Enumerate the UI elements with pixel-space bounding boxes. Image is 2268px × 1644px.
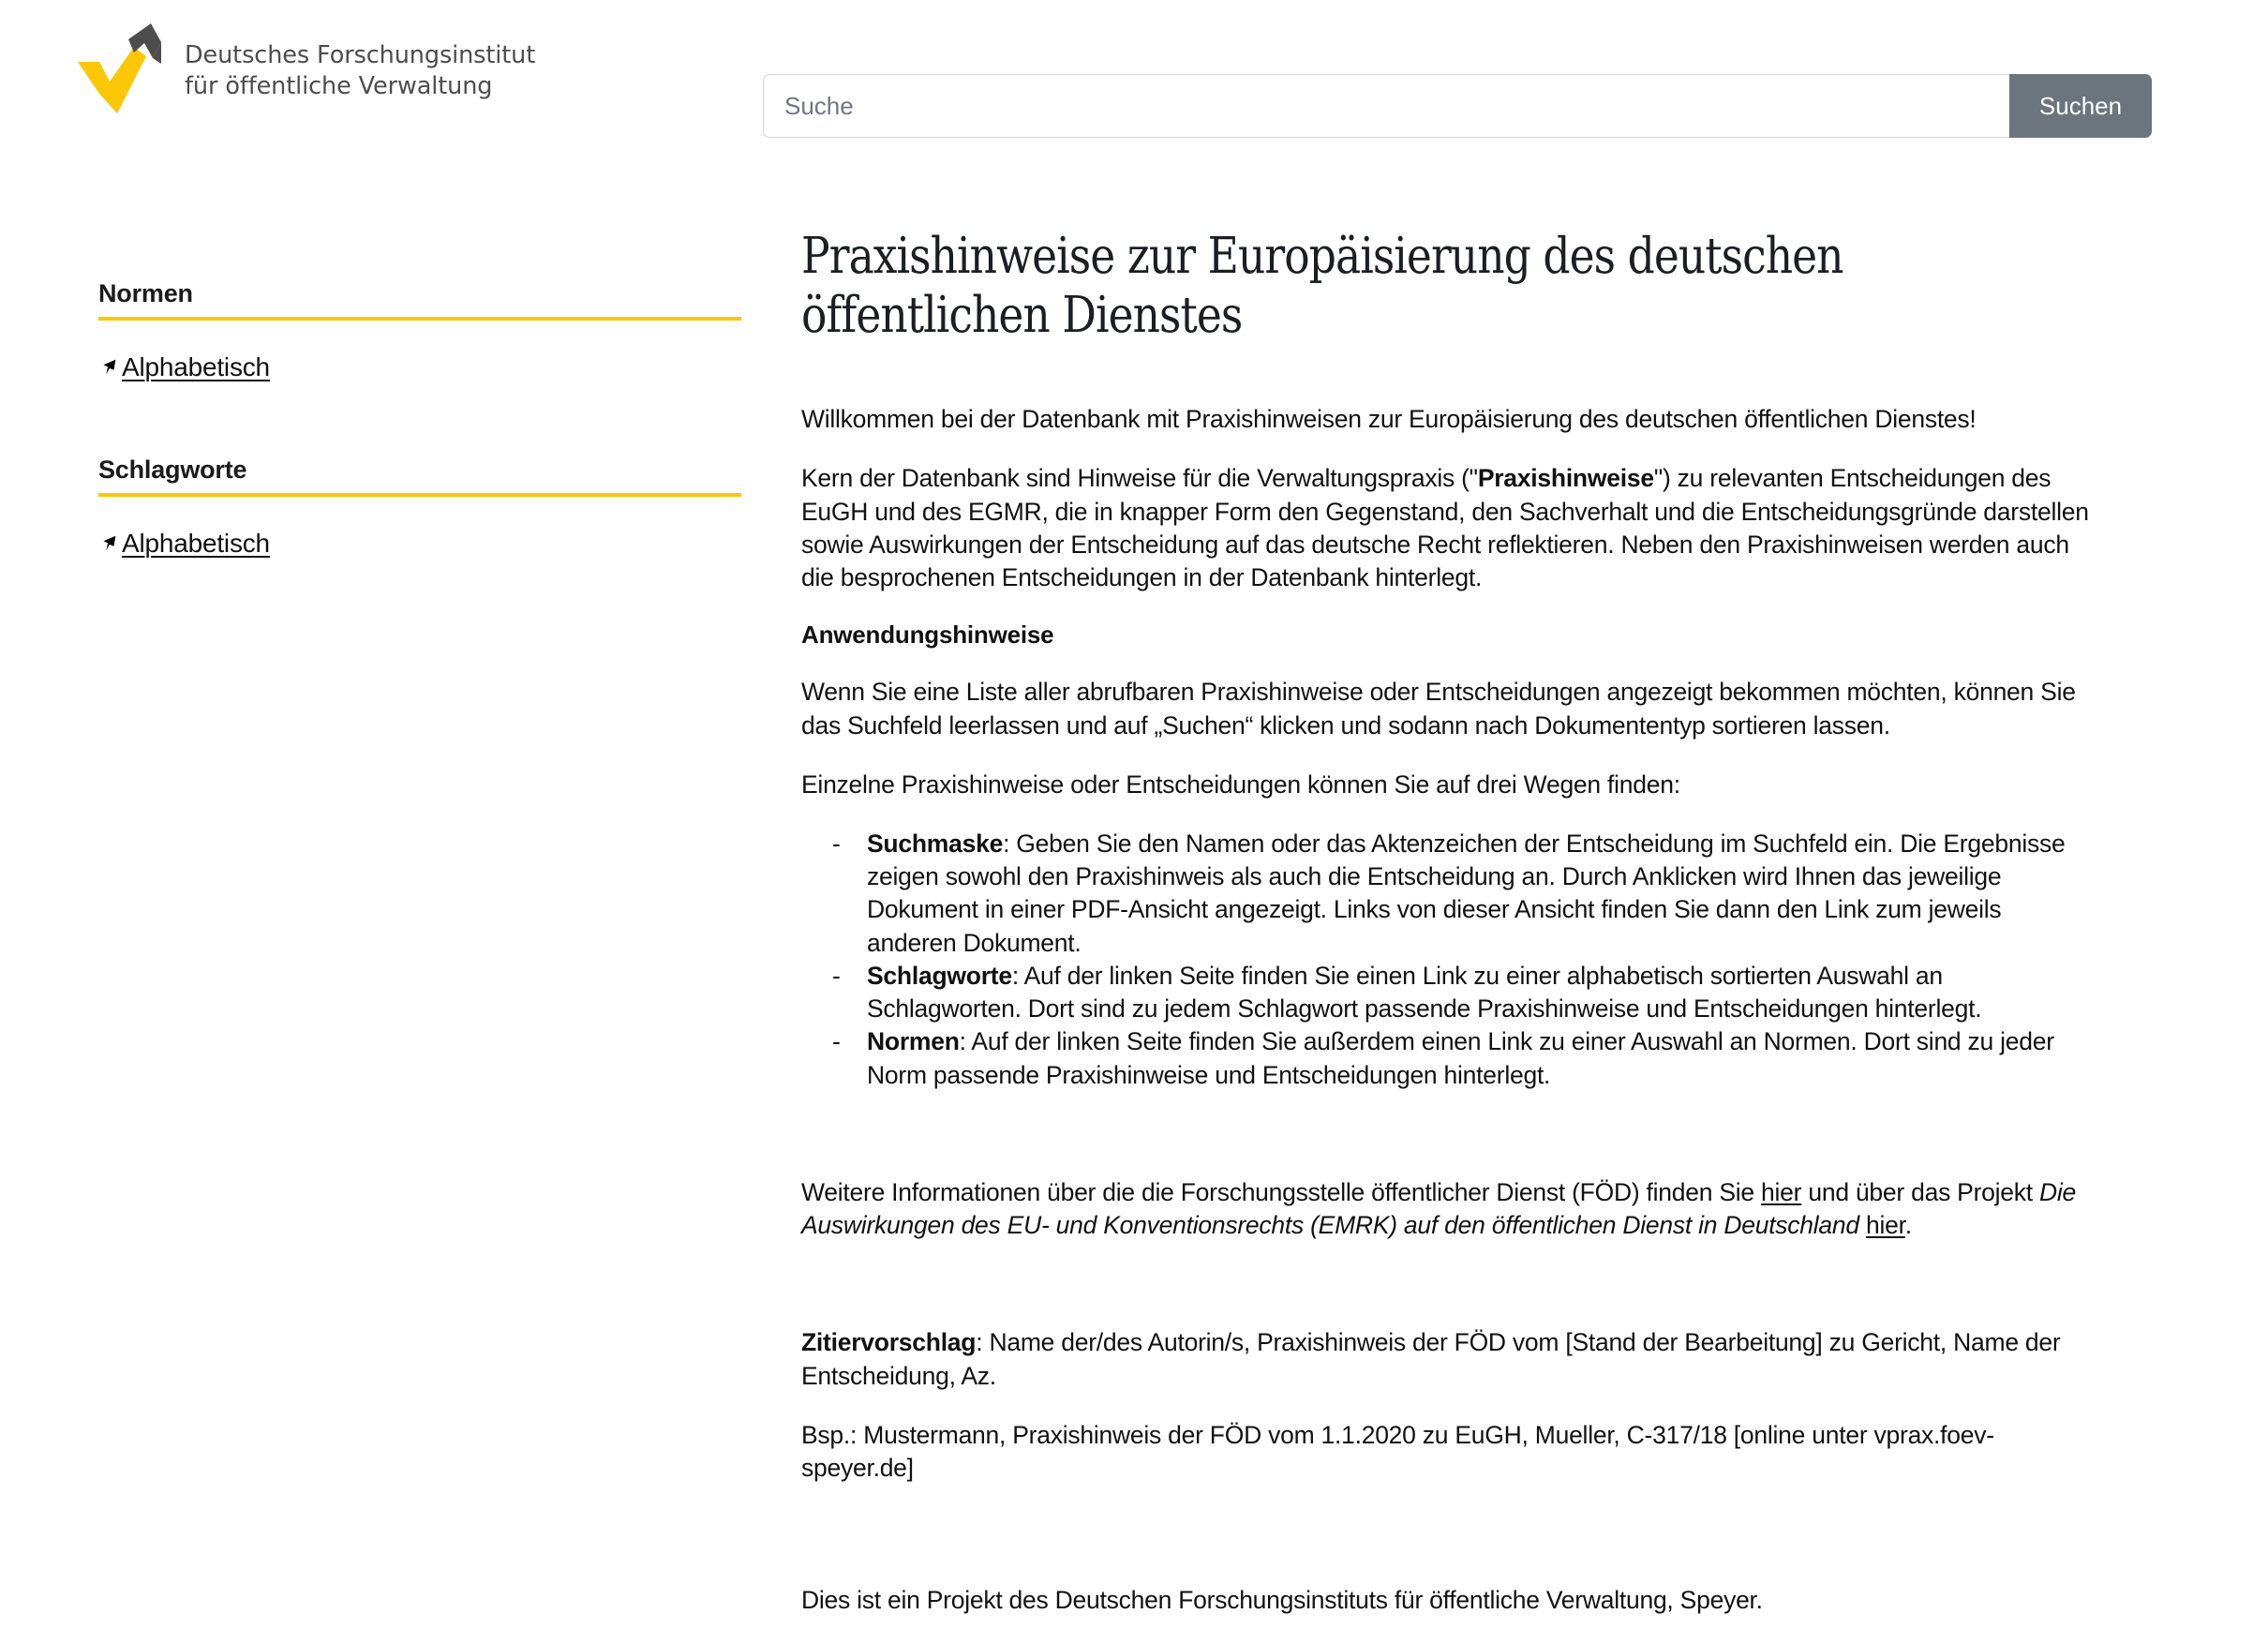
bullet-term: Schlagworte [867,961,1012,990]
further-info-text-1: Weitere Informationen über die die Forschungsstelle öffentlicher Dienst (FÖD) finden Sie [801,1177,1762,1206]
search-input[interactable] [763,74,2009,138]
usage-section-heading: Anwendungshinweise [801,620,1054,650]
list-item [801,960,2095,1025]
search-bar [763,74,2152,138]
sidebar-link-normen-label[interactable]: Alphabetisch [122,352,270,381]
core-text-part-1: Kern der Datenbank sind Hinweise für die Verwaltungspraxis (" [801,464,1478,493]
bullet-marker: - [832,1027,841,1056]
institute-logo-icon [70,21,172,122]
brand-logo-block [0,21,740,122]
ways-bullet-list [801,828,2095,1092]
citation-text: : Name der/des Autorin/s, Praxishinweis der FÖD vom [Stand der Bearbeitung] zu Gericht, Name der Entscheidung, Az. [801,1328,2061,1390]
citation-example-paragraph: Bsp.: Mustermann, Praxishinweis der FÖD vom 1.1.2020 zu EuGH, Mueller, C-317/18 [online unter vprax.foev-speyer.de] [801,1420,1994,1483]
page-title: Praxishinweise zur Europäisierung des deutschen öffentlichen Dienstes [801,228,1843,345]
arrow-up-right-icon [98,533,119,554]
brand-name-line-1: Deutsches Forschungsinstitut [185,41,536,70]
sidebar-link-schlagworte-label[interactable]: Alphabetisch [122,529,270,558]
intro-paragraph: Willkommen bei der Datenbank mit Praxishinweisen zur Europäisierung des deutschen öffentlichen Dienstes! [801,405,1977,434]
search-submit-button[interactable]: Suchen [2009,74,2152,138]
bullet-term: Normen [867,1027,960,1056]
bullet-marker: - [832,829,841,858]
ways-intro-paragraph: Einzelne Praxishinweise oder Entscheidungen können Sie auf drei Wegen finden: [801,770,1680,799]
bullet-text: : Geben Sie den Namen oder das Aktenzeichen der Entscheidung im Suchfeld ein. Die Ergebnisse zeigen sowohl den Praxishinweis als auch die Entscheidung an. Durch Anklicken wird Ihnen das jeweilige Dokument in einer PDF-Ansicht angezeigt. Links von dieser Ansicht finden Sie dann den Link zum jeweils anderen Dokument. [867,829,2066,957]
spacer [801,1118,2095,1176]
main-content [801,169,2216,1644]
further-info-text-3 [1859,1211,1866,1239]
core-bold-term: Praxishinweise [1477,464,1654,493]
sidebar-group-schlagworte [98,456,801,559]
core-description-paragraph [801,462,2095,594]
further-info-text-4: . [1904,1211,1912,1240]
sidebar-group-normen [98,279,801,382]
usage-paragraph: Wenn Sie eine Liste aller abrufbaren Praxishinweise oder Entscheidungen angezeigt bekommen möchten, können Sie das Suchfeld leerlassen und auf „Suchen“ klicken und sodann nach Dokumententyp sortieren lassen. [801,678,2076,740]
sidebar-item-normen-alphabetisch[interactable] [98,352,801,382]
brand-name [185,40,535,101]
list-item [801,828,2095,960]
brand-name-line-2: für öffentliche Verwaltung [185,72,493,100]
citation-term: Zitiervorschlag [801,1328,977,1357]
bullet-marker: - [832,961,841,990]
core-text-part-2: ") zu relevanten Entscheidungen des EuGH und des EGMR, die in knapper Form den Gegenstand, den Sachverhalt und die Entscheidungsgründe darstellen sowie Auswirkungen der Entscheidung auf das deutsche Recht reflektieren. Neben den Praxishinweisen werden auch die besprochenen Entscheidungen in der Datenbank hinterlegt. [801,464,2089,592]
sidebar [0,169,801,632]
citation-paragraph [801,1326,2095,1392]
bullet-term: Suchmaske [867,829,1004,858]
bullet-text: : Auf der linken Seite finden Sie außerdem einen Link zu einer Auswahl an Normen. Dort sind zu jeder Norm passende Praxishinweise und Entscheidungen hinterlegt. [867,1027,2054,1089]
sidebar-item-schlagworte-alphabetisch[interactable] [98,529,801,559]
bullet-text: : Auf der linken Seite finden Sie einen Link zu einer alphabetisch sortierten Auswahl an Schlagworten. Dort sind zu jedem Schlagwort passende Praxishinweise und Entscheidungen hinterlegt. [867,961,1982,1024]
site-header [0,0,2268,169]
list-item [801,1025,2095,1091]
further-info-text-2: und über das Projekt [1801,1177,2040,1206]
arrow-up-right-icon [98,357,119,378]
sidebar-heading-normen: Normen [98,279,741,321]
further-info-paragraph [801,1176,2095,1242]
spacer [801,1268,2095,1326]
footer-note-paragraph: Dies ist ein Projekt des Deutschen Forschungsinstituts für öffentliche Verwaltung, Speyer. [801,1586,1763,1615]
foed-link[interactable]: hier [1761,1177,1802,1206]
sidebar-heading-schlagworte: Schlagworte [98,456,741,497]
page-body [0,169,2268,1644]
project-link[interactable]: hier [1866,1211,1905,1240]
project-title-italic: Die Auswirkungen des EU- und Konventionsrechts (EMRK) auf den öffentlichen Dienst in Deutschland [801,1177,2077,1240]
spacer [801,1511,2095,1584]
